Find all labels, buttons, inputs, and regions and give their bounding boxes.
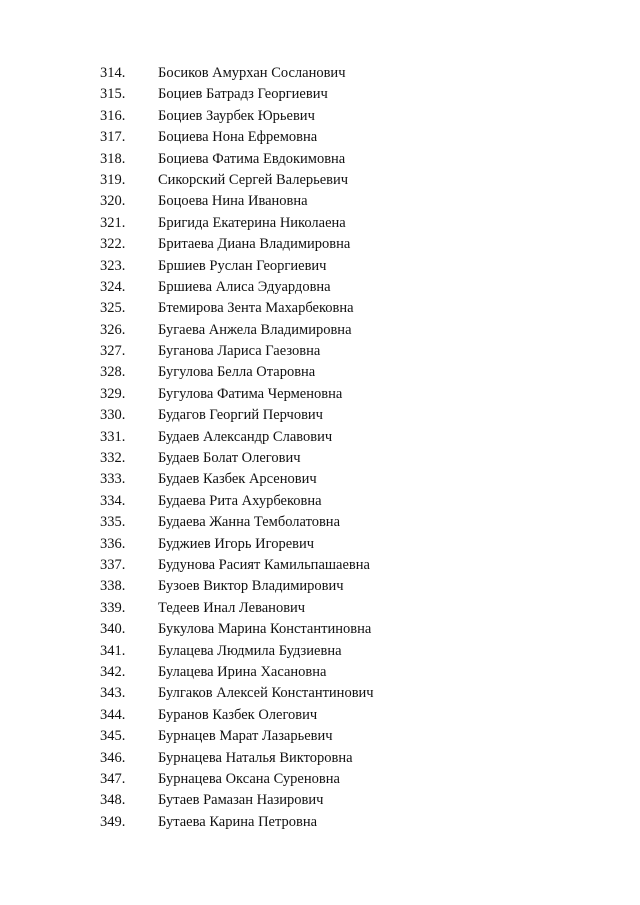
list-item-number: 337. (100, 556, 126, 573)
list-item-number: 336. (100, 535, 126, 552)
list-item-name: Будаев Болат Олегович (158, 450, 301, 467)
list-item-name: Булгаков Алексей Константинович (158, 685, 374, 702)
list-item (100, 726, 374, 747)
list-item (100, 491, 374, 512)
list-item (100, 298, 374, 319)
list-item (100, 277, 374, 298)
list-item-name: Буджиев Игорь Игоревич (158, 535, 315, 552)
list-item-number: 320. (100, 193, 126, 210)
list-item-number: 321. (100, 214, 126, 231)
list-item-name: Бугулова Фатима Черменовна (158, 385, 343, 402)
list-item-name: Сикорский Сергей Валерьевич (158, 171, 349, 188)
list-item-number: 346. (100, 749, 126, 766)
list-item (100, 127, 374, 148)
list-item-number: 334. (100, 492, 126, 509)
list-item (100, 619, 374, 640)
list-item-number: 338. (100, 578, 126, 595)
list-item (100, 769, 374, 790)
list-item (100, 790, 374, 811)
list-item (100, 149, 374, 170)
list-item-name: Бутаев Рамазан Назирович (158, 792, 324, 809)
list-item-number: 327. (100, 343, 126, 360)
list-item-name: Булацева Ирина Хасановна (158, 663, 327, 680)
list-item-name: Будаев Казбек Арсенович (158, 471, 317, 488)
list-item-name: Бритаева Диана Владимировна (158, 236, 351, 253)
list-item (100, 748, 374, 769)
list-item-number: 326. (100, 321, 126, 338)
list-item-number: 328. (100, 364, 126, 381)
list-item-name: Бурнацев Марат Лазарьевич (158, 728, 333, 745)
list-item (100, 683, 374, 704)
list-item-number: 330. (100, 407, 126, 424)
list-item-number: 317. (100, 129, 126, 146)
list-item (100, 448, 374, 469)
list-item-name: Бршиев Руслан Георгиевич (158, 257, 327, 274)
list-item (100, 469, 374, 490)
list-item-name: Боциева Фатима Евдокимовна (158, 150, 346, 167)
list-item-number: 344. (100, 706, 126, 723)
list-item-name: Бтемирова Зента Махарбековна (158, 300, 354, 317)
list-item-number: 325. (100, 300, 126, 317)
list-item-name: Будунова Расият Камильпашаевна (158, 556, 370, 573)
list-item-number: 324. (100, 278, 126, 295)
list-item-number: 345. (100, 728, 126, 745)
list-item-name: Булацева Людмила Будзиевна (158, 642, 342, 659)
list-item (100, 106, 374, 127)
list-item (100, 256, 374, 277)
list-item (100, 362, 374, 383)
list-item-name: Боциев Батрадз Георгиевич (158, 86, 328, 103)
list-item (100, 598, 374, 619)
list-item-number: 323. (100, 257, 126, 274)
list-item-number: 314. (100, 65, 126, 81)
list-item-number: 341. (100, 642, 126, 659)
list-item-number: 329. (100, 385, 126, 402)
numbered-name-list (100, 63, 374, 833)
list-item (100, 405, 374, 426)
list-item-name: Бугаева Анжела Владимировна (158, 321, 352, 338)
list-item (100, 341, 374, 362)
list-item (100, 662, 374, 683)
list-item (100, 534, 374, 555)
list-item (100, 234, 374, 255)
list-item (100, 213, 374, 234)
list-item-name: Будаева Жанна Темболатовна (158, 514, 341, 531)
list-item-name: Бурнацева Оксана Суреновна (158, 770, 340, 787)
list-item-number: 342. (100, 663, 126, 680)
list-item-number: 319. (100, 171, 126, 188)
list-item (100, 63, 374, 84)
list-item-number: 349. (100, 813, 126, 830)
list-item (100, 641, 374, 662)
list-item-number: 340. (100, 621, 126, 638)
list-item-name: Бршиева Алиса Эдуардовна (158, 278, 331, 295)
list-item-number: 347. (100, 770, 126, 787)
list-item-name: Будаева Рита Ахурбековна (158, 492, 322, 509)
list-item-name: Бугулова Белла Отаровна (158, 364, 316, 381)
list-item-number: 335. (100, 514, 126, 531)
list-item-number: 315. (100, 86, 126, 103)
list-item-number: 339. (100, 599, 126, 616)
list-item-name: Буранов Казбек Олегович (158, 706, 318, 723)
list-item (100, 555, 374, 576)
list-item (100, 576, 374, 597)
list-item-number: 322. (100, 236, 126, 253)
list-item-number: 333. (100, 471, 126, 488)
list-item (100, 170, 374, 191)
list-item-name: Боцоева Нина Ивановна (158, 193, 308, 210)
list-item (100, 705, 374, 726)
list-item-name: Буганова Лариса Гаезовна (158, 343, 321, 360)
list-item-name: Тедеев Инал Леванович (158, 599, 306, 616)
list-item-number: 318. (100, 150, 126, 167)
list-item-number: 316. (100, 107, 126, 124)
list-item (100, 512, 374, 533)
list-item (100, 320, 374, 341)
list-item-name: Будагов Георгий Перчович (158, 407, 323, 424)
list-item (100, 812, 374, 833)
list-item-name: Боциева Нона Ефремовна (158, 129, 318, 146)
list-item (100, 384, 374, 405)
list-item-name: Бутаева Карина Петровна (158, 813, 318, 830)
list-item-number: 348. (100, 792, 126, 809)
list-item-name: Боциев Заурбек Юрьевич (158, 107, 315, 124)
list-item-name: Бузоев Виктор Владимирович (158, 578, 344, 595)
list-item (100, 84, 374, 105)
list-item-number: 343. (100, 685, 126, 702)
list-item-name: Босиков Амурхан Сосланович (158, 65, 346, 81)
list-item (100, 191, 374, 212)
list-item-name: Будаев Александр Славович (158, 428, 333, 445)
list-item-number: 332. (100, 450, 126, 467)
list-item-number: 331. (100, 428, 126, 445)
list-item-name: Бригида Екатерина Николаена (158, 214, 346, 231)
list-item-name: Бурнацева Наталья Викторовна (158, 749, 353, 766)
list-item-name: Букулова Марина Константиновна (158, 621, 372, 638)
list-item (100, 427, 374, 448)
